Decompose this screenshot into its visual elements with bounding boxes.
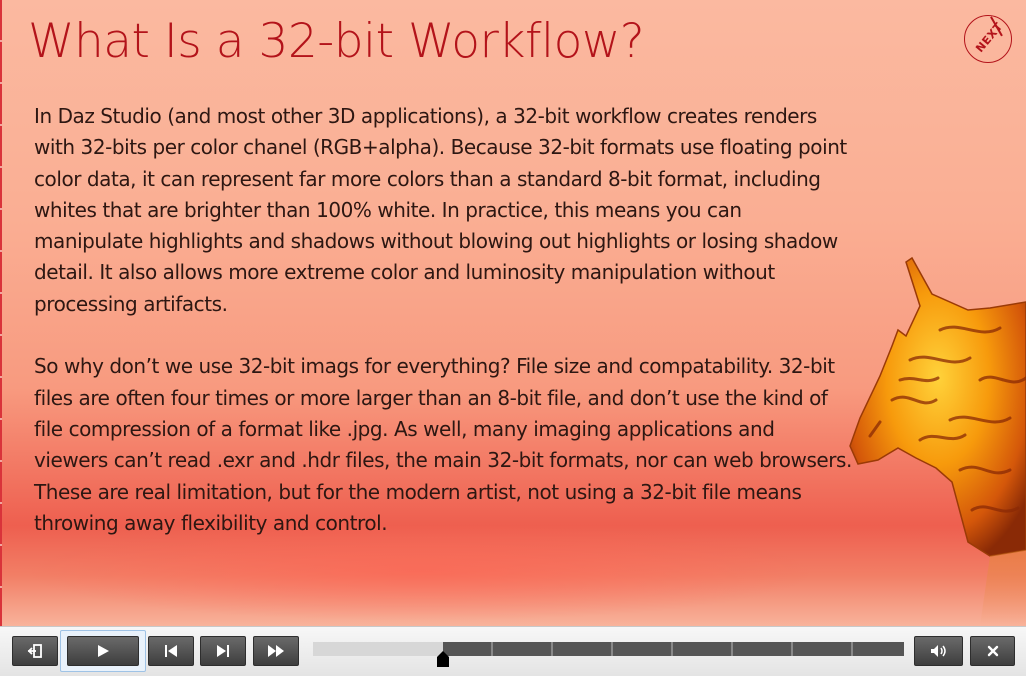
next-slide-button[interactable] — [964, 15, 1012, 63]
previous-slide-button[interactable] — [148, 636, 194, 666]
play-button[interactable] — [67, 636, 139, 666]
rhino-sculpture-image — [840, 250, 1026, 626]
progress-played — [313, 642, 443, 656]
close-icon — [987, 645, 999, 657]
play-icon — [96, 644, 110, 658]
close-button[interactable] — [970, 636, 1015, 666]
exit-icon — [27, 644, 43, 658]
next-label: NEXT — [973, 20, 1006, 55]
fast-forward-button[interactable] — [253, 636, 299, 666]
body-paragraph: So why don’t we use 32-bit imags for everything? File size and compatability. 32-bit files are often four times or more larger than an 8-bit file, and don’t use the kind of file compression of a format like .jpg. As well, many imaging applications and viewers can’t read .exr and .hdr files, the main 32-bit formats, nor can web browsers. These are real limitation, but for the modern artist, not using a 32-bit file means throwing away flexibility and control. — [34, 354, 852, 535]
fast-forward-icon — [267, 644, 285, 658]
skip-back-icon — [164, 644, 178, 658]
progress-handle[interactable] — [437, 651, 449, 667]
next-slide-control-button[interactable] — [200, 636, 246, 666]
volume-icon — [930, 644, 948, 658]
progress-scrubber[interactable] — [313, 642, 904, 656]
slide-title: What Is a 32-bit Workflow? — [28, 14, 645, 69]
volume-button[interactable] — [914, 636, 963, 666]
slide-body — [34, 101, 854, 539]
skip-forward-icon — [216, 644, 230, 658]
exit-button[interactable] — [12, 636, 58, 666]
body-paragraph: In Daz Studio (and most other 3D applications), a 32-bit workflow creates renders with 32-bits per color chanel (RGB+alpha). Because 32-bit formats use floating point color data, it can represent far more colors than a standard 8-bit format, including whites that are brighter than 100% white. In practice, this means you can manipulate highlights and shadows without blowing out highlights or losing shadow detail. It also allows more extreme color and luminosity manipulation without processing artifacts. — [34, 104, 847, 316]
